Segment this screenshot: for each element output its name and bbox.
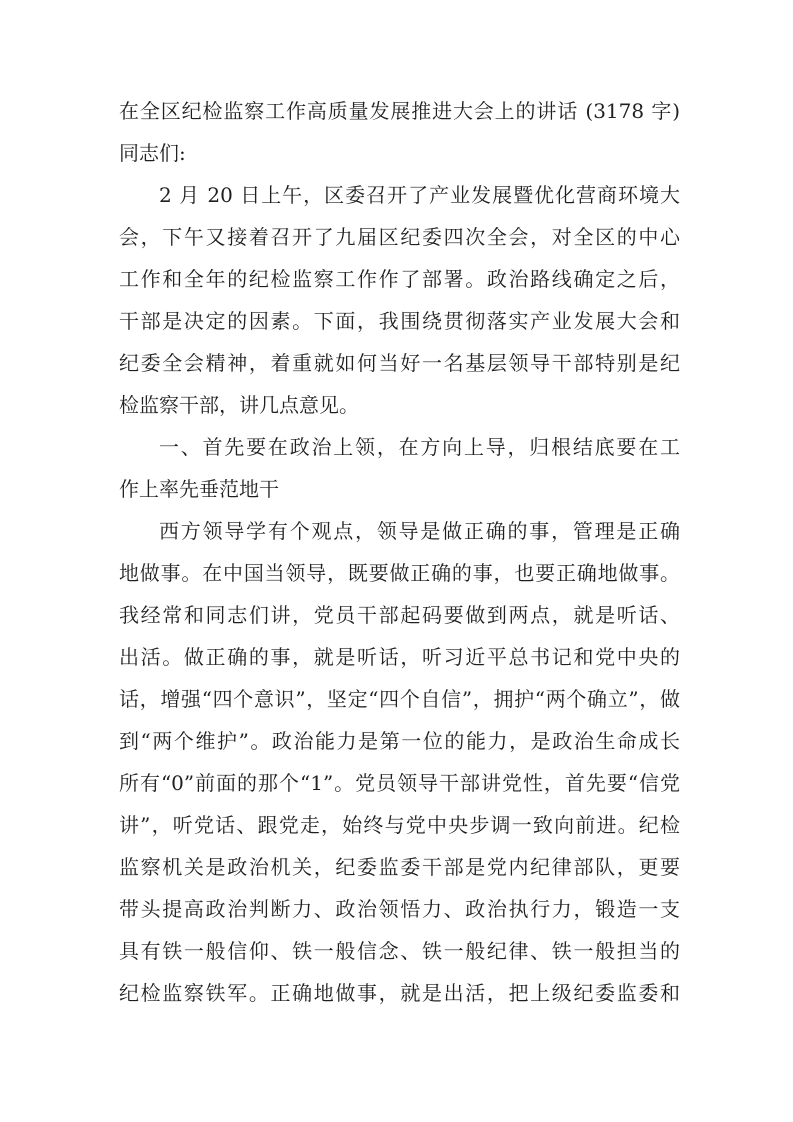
document-line: 监察机关是政治机关，纪委监委干部是党内纪律部队，更要 <box>119 855 680 879</box>
document-content <box>119 90 680 1014</box>
document-line: 出活。做正确的事，就是听话，听习近平总书记和党中央的 <box>119 645 680 669</box>
document-line: 检监察干部，讲几点意见。 <box>119 393 359 417</box>
document-line: 2 月 20 日上午，区委召开了产业发展暨优化营商环境大 <box>159 183 680 207</box>
document-line: 具有铁一般信仰、铁一般信念、铁一般纪律、铁一般担当的 <box>119 939 680 963</box>
document-line: 西方领导学有个观点，领导是做正确的事，管理是正确 <box>159 519 680 543</box>
salutation-line: 同志们: <box>119 141 186 165</box>
document-line: 到“两个维护”。政治能力是第一位的能力，是政治生命成长 <box>119 729 680 753</box>
document-line: 会，下午又接着召开了九届区纪委四次全会，对全区的中心 <box>119 225 680 249</box>
document-line: 干部是决定的因素。下面，我围绕贯彻落实产业发展大会和 <box>119 309 680 333</box>
document-line: 纪检监察铁军。正确地做事，就是出活，把上级纪委监委和 <box>119 981 680 1005</box>
document-line: 所有“0”前面的那个“1”。党员领导干部讲党性，首先要“信党 <box>119 771 680 795</box>
document-line: 地做事。在中国当领导，既要做正确的事，也要正确地做事。 <box>119 561 680 585</box>
document-line: 纪委全会精神，着重就如何当好一名基层领导干部特别是纪 <box>119 351 680 375</box>
document-line: 带头提高政治判断力、政治领悟力、政治执行力，锻造一支 <box>119 897 680 921</box>
document-title: 在全区纪检监察工作高质量发展推进大会上的讲话 (3178 字) <box>119 99 680 123</box>
document-line: 我经常和同志们讲，党员干部起码要做到两点，就是听话、 <box>119 603 680 627</box>
section-heading-line: 一、首先要在政治上领，在方向上导，归根结底要在工 <box>159 435 680 459</box>
section-heading-line: 作上率先垂范地干 <box>119 477 279 501</box>
document-line: 话，增强“四个意识”，坚定“四个自信”，拥护“两个确立”，做 <box>119 687 680 711</box>
document-line: 讲”，听党话、跟党走，始终与党中央步调一致向前进。纪检 <box>119 813 680 837</box>
document-line: 工作和全年的纪检监察工作作了部署。政治路线确定之后， <box>119 267 680 291</box>
